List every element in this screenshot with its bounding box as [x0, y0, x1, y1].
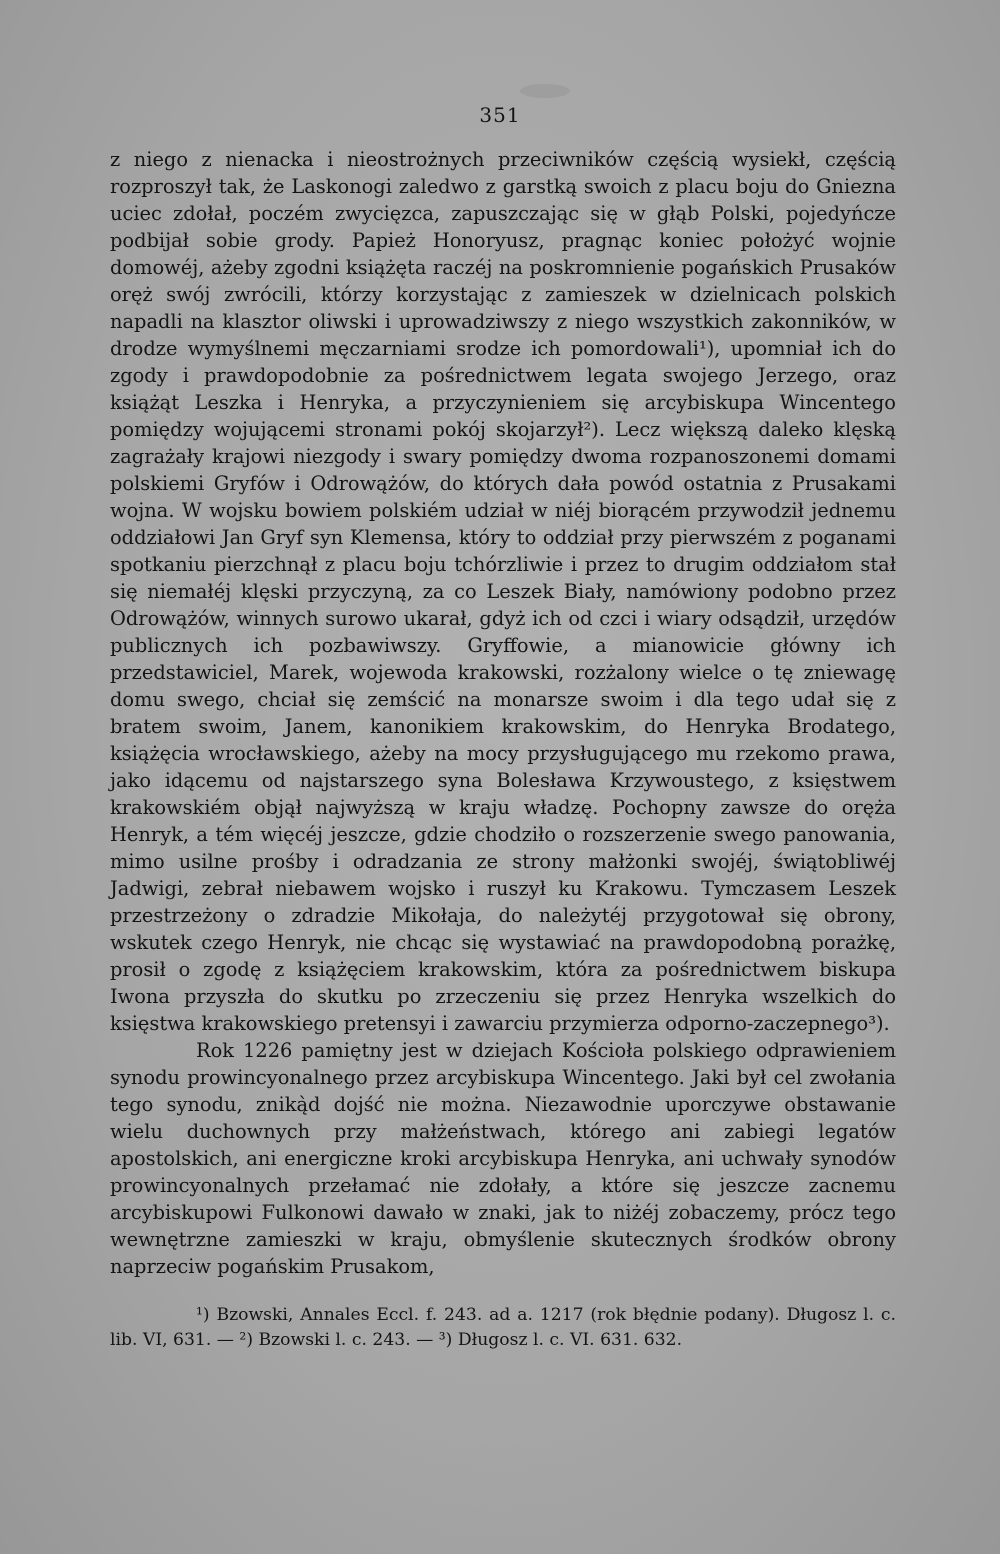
footnotes [110, 1303, 896, 1353]
paragraph: z niego z nienacka i nieostrożnych przeciwników częścią wysiekł, częścią rozproszył tak, że Laskonogi zaledwo z garstką swoich z placu boju do Gniezna uciec zdołał, poczém zwycięzca, zapuszczając się w głąb Polski, pojedyńcze podbijał sobie grody. Papież Honoryusz, pragnąc koniec położyć wojnie domowéj, ażeby zgodni książęta raczéj na poskromnienie pogańskich Prusaków oręż swój zwrócili, którzy korzystając z zamieszek w dzielnicach polskich napadli na klasztor oliwski i uprowadziwszy z niego wszystkich zakonników, w drodze wymyślnemi męczarniami srodze ich pomordowali¹), upomniał ich do zgody i prawdopodobnie za pośrednictwem legata swojego Jerzego, oraz książąt Leszka i Henryka, a przyczynieniem się arcybiskupa Wincentego pomiędzy wojującemi stronami pokój skojarzył²). Lecz większą daleko klęską zagrażały krajowi niezgody i swary pomiędzy dwoma rozpanoszonemi domami polskiemi Gryfów i Odrowążów, do których dała powód ostatnia z Prusakami wojna. W wojsku bowiem polskiém udział w niéj biorącém przywodził jednemu oddziałowi Jan Gryf syn Klemensa, który to oddział przy pierwszém z poganami spotkaniu pierzchnął z placu boju tchórzliwie i przez to drugim oddziałom stał się niemałéj klęski przyczyną, za co Leszek Biały, namówiony podobno przez Odrowążów, winnych surowo ukarał, gdyż ich od czci i wiary odsądził, urzędów publicznych ich pozbawiwszy. Gryffowie, a mianowicie główny ich przedstawiciel, Marek, wojewoda krakowski, rozżalony wielce o tę zniewagę domu swego, chciał się zemścić na monarsze swoim i dla tego udał się z bratem swoim, Janem, kanonikiem krakowskim, do Henryka Brodatego, książęcia wrocławskiego, ażeby na mocy przysługującego mu rzekomo prawa, jako idącemu od najstarszego syna Bolesława Krzywoustego, z księstwem krakowskiém objął najwyższą w kraju władzę. Pochopny zawsze do oręża Henryk, a tém więcéj jeszcze, gdzie chodziło o rozszerzenie swego panowania, mimo usilne prośby i odradzania ze strony małżonki swojéj, świątobliwéj Jadwigi, zebrał niebawem wojsko i ruszył ku Krakowu. Tymczasem Leszek przestrzeżony o zdradzie Mikołaja, do należytéj przygotował się obrony, wskutek czego Henryk, nie chcąc się wystawiać na prawdopodobną porażkę, prosił o zgodę z książęciem krakowskim, która za pośrednictwem biskupa Iwona przyszła do skutku po zrzeczeniu się przez Henryka wszelkich do księstwa krakowskiego pretensyi i zawarciu przymierza odporno-zaczepnego³). [110, 148, 896, 1035]
paragraph: Rok 1226 pamiętny jest w dziejach Kościoła polskiego odprawieniem synodu prowincyonalnego przez arcybiskupa Wincentego. Jaki był cel zwołania tego synodu, zniką̀d dojść nie można. Niezawodnie uporczywe obstawanie wielu duchownych przy małżeństwach, którego ani zabiegi legatów apostolskich, ani energiczne kroki arcybiskupa Henryka, ani uchwały synodów prowincyonalnych przełamać nie zdołały, a które się jeszcze zacnemu arcybiskupowi Fulkonowi dawało w znaki, jak to niżéj zobaczemy, prócz tego wewnętrzne zamieszki w kraju, obmyślenie skutecznych środków obrony naprzeciw pogańskim Prusakom, [110, 1039, 896, 1278]
main-text [110, 146, 896, 1280]
page-number: 351 [479, 103, 521, 127]
footnote-text: ¹) Bzowski, Annales Eccl. f. 243. ad a. 1217 (rok błędnie podany). Długosz l. c. lib. VI, 631. — ²) Bzowski l. c. 243. — ³) Długosz l. c. VI. 631. 632. [110, 1305, 896, 1350]
ink-smudge [520, 84, 570, 98]
